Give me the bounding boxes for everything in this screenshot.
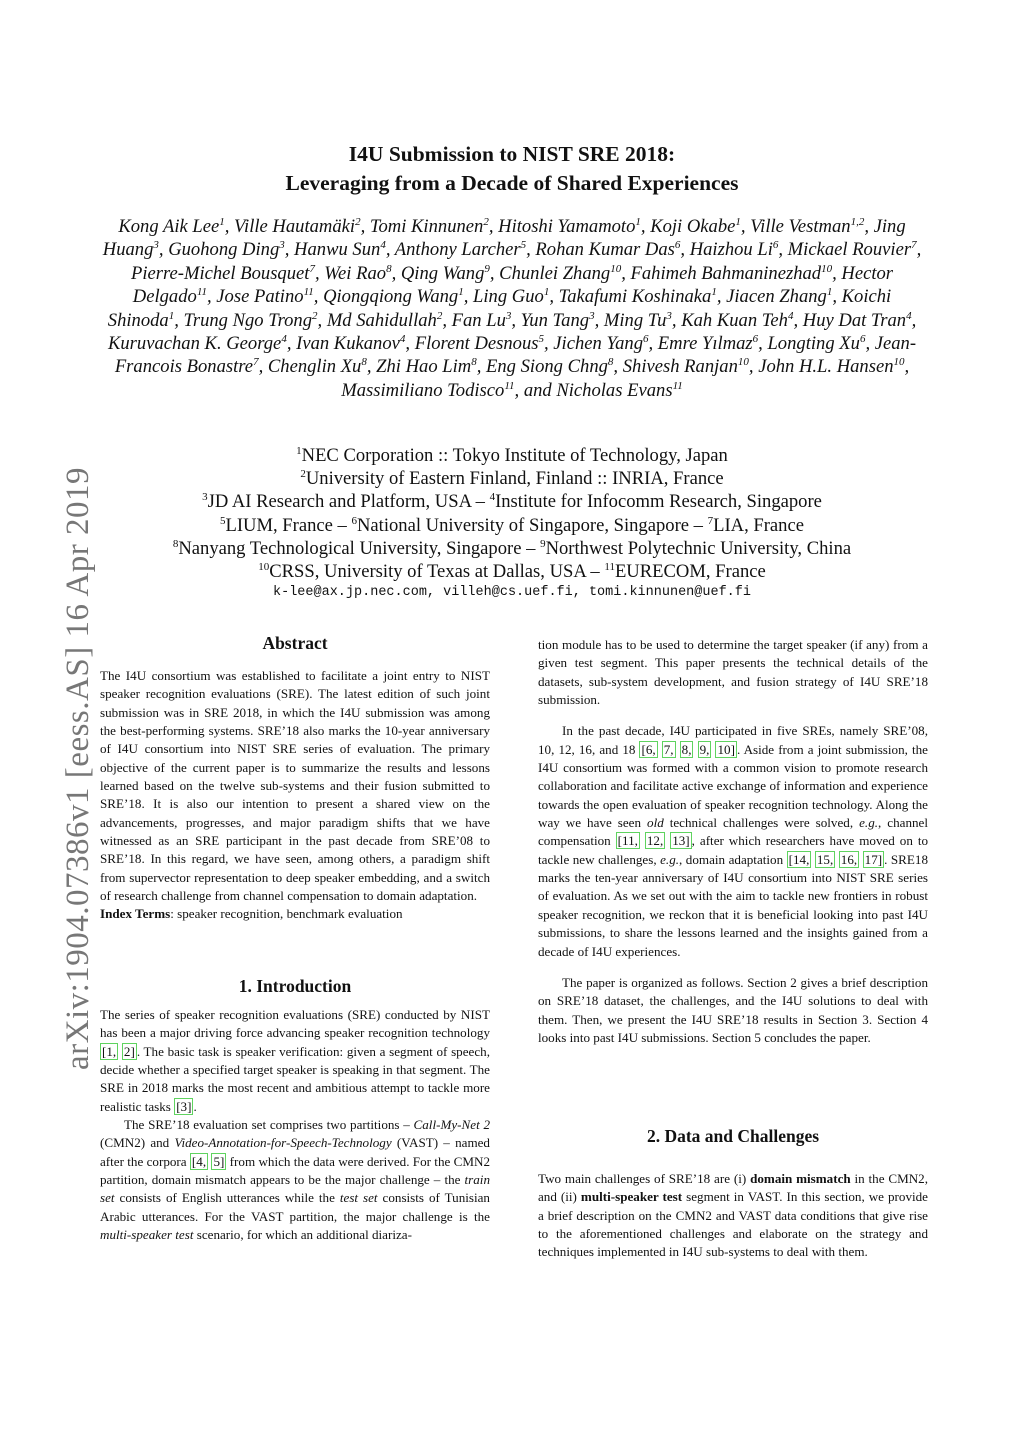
index-terms-label: Index Terms [100,906,171,922]
citation-link[interactable]: 9, [699,741,710,757]
abstract-body [100,667,490,924]
affiliation-text: JD AI Research and Platform, USA – [207,491,490,513]
section-1-paragraph-2: The SRE’18 evaluation set comprises two partitions – Call-My-Net 2 (CMN2) and Video-Annotation-for-Speech-Technology (VAST) – named after the corpora [4, 5] from which the data were derived. For the CMN2 partition, domain mismatch appears to be the major challenge – the train set consists of English utterances while the test set consists of Tunisian Arabic utterances. For the VAST partition, the major challenge is the multi-speaker test scenario, for which an additional diariza- [100,1117,490,1243]
author-name: Chunlei Zhang [499,262,611,284]
author-affiliation-marker: 10 [821,262,833,275]
author-name: Rohan Kumar Das [535,239,675,261]
email-list: k-lee@ax.jp.nec.com, villeh@cs.uef.fi, tomi.kinnunen@uef.fi [273,585,751,600]
author-affiliation-marker: 4 [399,332,406,345]
author-affiliation-marker: 2 [312,309,318,322]
author-affiliation-marker: 6 [643,332,649,345]
citation-link[interactable]: [11, [617,833,638,849]
author-name: and Nicholas Evans [523,379,673,401]
author-affiliation-marker: 10 [610,262,622,275]
author-affiliation-marker: 10 [893,356,905,369]
affiliation-list [100,444,924,583]
author-name: Massimiliano Todisco [341,379,505,401]
author-name: Jose Patino [216,286,304,308]
paper-title [0,140,1024,198]
affiliation-line [100,514,924,537]
author-name: Qiongqiong Wang [323,286,459,308]
author-name: Yun Tang [520,309,590,331]
author-name: Fahimeh Bahmaninezhad [630,262,822,284]
author-name: Hitoshi Yamamoto [498,216,636,237]
author-name: Kong Aik Lee [118,216,220,237]
affiliation-marker: 1 [296,444,302,457]
author-affiliation-marker: 5 [520,239,527,252]
author-name: Koichi Shinoda [107,286,892,331]
section-2-heading: 2. Data and Challenges [646,1126,820,1146]
author-name: Mickael Rouvier [787,239,912,261]
author-affiliation-marker: 1 [826,286,833,299]
author-name: Kuruvachan K. George [107,333,282,355]
author-name: Haizhou Li [689,239,773,261]
author-name: Chenglin Xu [267,356,362,378]
author-affiliation-marker: 2 [483,215,489,228]
author-affiliation-marker: 1 [168,309,175,322]
affiliation-marker: 2 [300,468,306,481]
author-name: Guohong Ding [168,239,280,261]
section-1-heading: 1. Introduction [238,976,352,996]
affiliation-marker: 4 [489,491,496,504]
citation-link[interactable]: 15, [816,851,834,867]
affiliation-marker: 7 [707,514,714,527]
author-name: Jiacen Zhang [726,286,827,308]
author-name: Jichen Yang [553,333,643,355]
author-affiliation-marker: 7 [911,239,917,252]
author-affiliation-marker: 7 [253,356,259,369]
author-name: Jean-Francois Bonastre [114,333,917,378]
affiliation-text: Nanyang Technological University, Singapore – [178,537,541,559]
section-2-paragraph-1: Two main challenges of SRE’18 are (i) domain mismatch in the CMN2, and (ii) multi-speaker test segment in VAST. In this section, we provide a brief description on the CMN2 and VAST data conditions that give rise to the aforementioned challenges and elaborate on the strategy and techniques implemented in I4U sub-systems to deal with them. [538,1171,929,1260]
arxiv-watermark: arXiv:1904.07386v1 [eess.AS] 16 Apr 2019 [60,467,96,1070]
author-name: Trung Ngo Trong [183,309,313,331]
section-2-body [538,1170,928,1262]
citation-link[interactable]: 16, [840,851,858,867]
author-affiliation-marker: 6 [674,239,681,252]
author-name: Hanwu Sun [294,239,381,261]
author-affiliation-marker: 9 [484,262,490,275]
intro-paragraph-3: In the past decade, I4U participated in five SREs, namely SRE’08, 10, 12, 16, and 18 [6, 7, 8, 9, 10] . Aside from a joint submission, the I4U consortium was formed with a common vision to promote research collaboration and facilitate active exchange of information and experience towards the open evaluation of speaker recognition technology. Along the way we have seen old technical challenges were solved, e.g., channel compensation [11, 12, 13] , after which researchers have moved on to tackle new challenges, e.g., domain adaptation [14, 15, 16, 17] . SRE18 marks the ten-year anniversary of I4U consortium into NIST SRE series of evaluation. As we set out with the aim to tackle new frontiers in robust speaker recognition, we reckon that it is beneficial looking into past I4U submissions, to share the lessons learned and the insights gained from a decade of I4U experiences. [538,723,929,959]
citation-link[interactable]: [14, [788,851,810,867]
author-affiliation-marker: 6 [772,239,779,252]
affiliation-text: CRSS, University of Texas at Dallas, USA – [269,561,605,583]
affiliation-marker: 3 [202,491,208,504]
author-affiliation-marker: 8 [386,262,392,275]
intro-paragraph-4: The paper is organized as follows. Section 2 gives a brief description on SRE’18 dataset, the challenges, and the I4U solutions to deal with them. Then, we present the I4U SRE’18 results in Section 3. Section 4 looks into past I4U submissions. Section 5 concludes the paper. [538,974,928,1045]
citation-link[interactable]: 17] [864,851,883,867]
affiliation-text: Northwest Polytechnic University, China [545,537,852,559]
citation-link[interactable]: 12, [646,833,664,849]
citation-link[interactable]: 2] [123,1043,135,1059]
author-affiliation-marker: 3 [279,239,285,252]
affiliation-marker: 11 [604,560,615,573]
author-affiliation-marker: 6 [752,332,759,345]
citation-link[interactable]: 5] [213,1153,225,1169]
citation-link[interactable]: 10] [717,741,735,757]
author-name: Florent Desnous [414,333,539,355]
author-name: Huy Dat Tran [802,309,907,331]
author-name: Ville Vestman [750,216,851,237]
affiliation-text: LIUM, France – [225,514,352,536]
affiliation-text: LIA, France [713,514,804,536]
author-affiliation-marker: 11 [504,379,515,392]
citation-link[interactable]: 13] [672,833,690,849]
author-affiliation-marker: 1 [543,286,550,299]
title-line-2: Leveraging from a Decade of Shared Experiences [285,171,739,195]
author-affiliation-marker: 2 [355,215,361,228]
author-name: Jing Huang [102,216,906,261]
author-name: Tomi Kinnunen [369,216,484,237]
author-affiliation-marker: 1 [711,286,717,299]
citation-link[interactable]: [1, [102,1043,117,1059]
affiliation-text: EURECOM, France [614,561,766,583]
affiliation-line [100,444,924,467]
author-name: Qing Wang [400,262,485,284]
author-affiliation-marker: 3 [589,309,595,322]
author-affiliation-marker: 4 [380,239,386,252]
author-affiliation-marker: 1 [219,215,225,228]
section-1-body [100,1006,490,1244]
affiliation-line [100,560,924,583]
affiliation-text: NEC Corporation :: Tokyo Institute of Technology, Japan [301,445,728,466]
author-name: Wei Rao [324,262,387,284]
affiliation-marker: 8 [172,537,179,550]
author-name: Ivan Kukanov [296,333,400,355]
affiliation-marker: 9 [540,537,546,550]
citation-link[interactable]: 7, [663,741,674,757]
author-affiliation-marker: 6 [859,332,866,345]
affiliation-text: Institute for Infocomm Research, Singapore [495,491,822,513]
author-affiliation-marker: 4 [787,309,794,322]
affiliation-text: National University of Singapore, Singapore – [356,514,708,536]
author-affiliation-marker: 3 [153,239,159,252]
author-affiliation-marker: 11 [303,286,314,299]
author-name: Ling Guo [473,286,544,308]
author-affiliation-marker: 8 [361,356,367,369]
author-list: Kong Aik Lee$^1$, Ville Hautamäki$^2$, Tomi Kinnunen$^2$, Hitoshi Yamamoto$^1$, Koji Okabe$^1$, Ville Vestman$^{1,2}$, Jing Huang$^3$, Guohong Ding$^3$, Hanwu Sun$^4$, Anthony Larcher$^5$, Rohan Kumar Das$^6$, Haizhou Li$^6$, Mickael Rouvier$^7$, Pierre-Michel Bousquet$^7$, Wei Rao$^8$, Qing Wang$^9$, Chunlei Zhang$^{10}$, Fahimeh Bahmaninezhad$^{10}$, Hector Delgado$^{11}$, Jose Patino$^{11}$, Qiongqiong Wang$^1$, Ling Guo$^1$, Takafumi Koshinaka$^1$, Jiacen Zhang$^1$, Koichi Shinoda$^1$, Trung Ngo Trong$^2$, Md Sahidullah$^2$, Fan Lu$^3$, Yun Tang$^3$, Ming Tu$^3$, Kah Kuan Teh$^4$, Huy Dat Tran$^4$, Kuruvachan K. George$^4$, Ivan Kukanov$^4$, Florent Desnous$^5$, Jichen Yang$^6$, Emre Yılmaz$^6$, Longting Xu$^6$, Jean-Francois Bonastre$^7$, Chenglin Xu$^8$, Zhi Hao Lim$^8$, Eng Siong Chng$^8$, Shivesh Ranjan$^{10}$, John H.L. Hansen$^{10}$, Massimiliano Todisco$^{11}$, and Nicholas Evans$^{11}$ [102,215,922,401]
author-name: Kah Kuan Teh [681,309,788,331]
author-name: John H.L. Hansen [758,356,894,378]
author-affiliation-marker: 3 [505,309,512,322]
citation-link[interactable]: [4, [191,1153,207,1169]
author-name: Anthony Larcher [394,239,521,261]
author-name: Eng Siong Chng [486,356,608,378]
affiliation-line [100,537,924,560]
author-name: Koji Okabe [650,216,736,237]
author-name: Takafumi Koshinaka [558,286,712,308]
author-affiliation-marker: 4 [281,332,287,345]
author-name: Hector Delgado [132,262,894,308]
section-1-paragraph-1: The series of speaker recognition evaluations (SRE) conducted by NIST has been a major driving force advancing speaker recognition technology [1, 2] . The basic task is speaker verification: given a segment of speech, decide whether a specified target speaker is speaking in that segment. The SRE in 2018 marks the most recent and ambitious attempt to tackle more realistic tasks [3] . [100,1007,490,1114]
author-affiliation-marker: 8 [607,356,614,369]
author-name: Emre Yılmaz [657,333,753,355]
author-affiliation-marker: 1 [735,215,741,228]
affiliation-marker: 6 [351,514,357,527]
right-column-body [538,636,928,1047]
author-affiliation-marker: 4 [906,309,912,322]
affiliation-marker: 10 [258,560,270,573]
author-affiliation-marker: 1 [635,215,641,228]
citation-link[interactable]: [3] [176,1098,192,1114]
intro-continued-paragraph: tion module has to be used to determine the target speaker (if any) from a given test segment. This paper presents the technical details of the datasets, sub-system development, and fusion strategy of I4U SRE’18 submission. [538,637,928,708]
author-affiliation-marker: 7 [309,262,315,275]
author-affiliation-marker: 1 [458,286,464,299]
author-affiliation-marker: 1,2 [850,215,865,228]
author-name: Ming Tu [603,309,667,331]
citation-link[interactable]: [6, [641,741,656,757]
affiliation-line [100,467,924,490]
affiliation-line [100,490,924,513]
author-name: Zhi Hao Lim [376,356,472,378]
author-name: Fan Lu [451,309,506,331]
author-affiliation-marker: 11 [196,286,207,299]
abstract-text: The I4U consortium was established to facilitate a joint entry to NIST speaker recognition evaluations (SRE). The latest edition of such joint submission was in SRE 2018, in which the I4U submission was among the best-performing systems. SRE’18 also marks the 10-year anniversary of I4U consortium into NIST SRE series of evaluation. The primary objective of the current paper is to summarize the results and lessons learned based on the twelve sub-systems and their fusion submitted to SRE’18. It is also our intention to present a shared view on the advancements, progresses, and major paradigm shifts that we have witnessed as an SRE participant in the past decade from SRE’08 to SRE’18. In this regard, we have seen, among others, a paradigm shift from supervector representation to deep speaker embedding, and a switch of research challenge from channel compensation to domain adaptation. [100,668,490,904]
affiliation-marker: 5 [219,514,226,527]
author-affiliation-marker: 10 [737,356,749,369]
author-name: Ville Hautamäki [234,216,356,237]
affiliation-text: University of Eastern Finland, Finland :: INRIA, France [305,468,724,490]
author-affiliation-marker: 3 [666,309,672,322]
citation-link[interactable]: 8, [681,741,692,757]
index-terms-text: : speaker recognition, benchmark evaluation [170,906,403,922]
author-name: Pierre-Michel Bousquet [130,262,310,284]
author-affiliation-marker: 2 [436,309,443,322]
abstract-heading: Abstract [262,633,328,653]
author-name: Longting Xu [767,333,860,355]
title-line-1: I4U Submission to NIST SRE 2018: [348,142,676,166]
author-affiliation-marker: 8 [471,356,477,369]
author-name: Md Sahidullah [326,309,437,331]
author-affiliation-marker: 5 [538,332,544,345]
author-name: Shivesh Ranjan [622,356,738,378]
author-affiliation-marker: 11 [672,379,683,392]
index-terms [100,905,490,923]
